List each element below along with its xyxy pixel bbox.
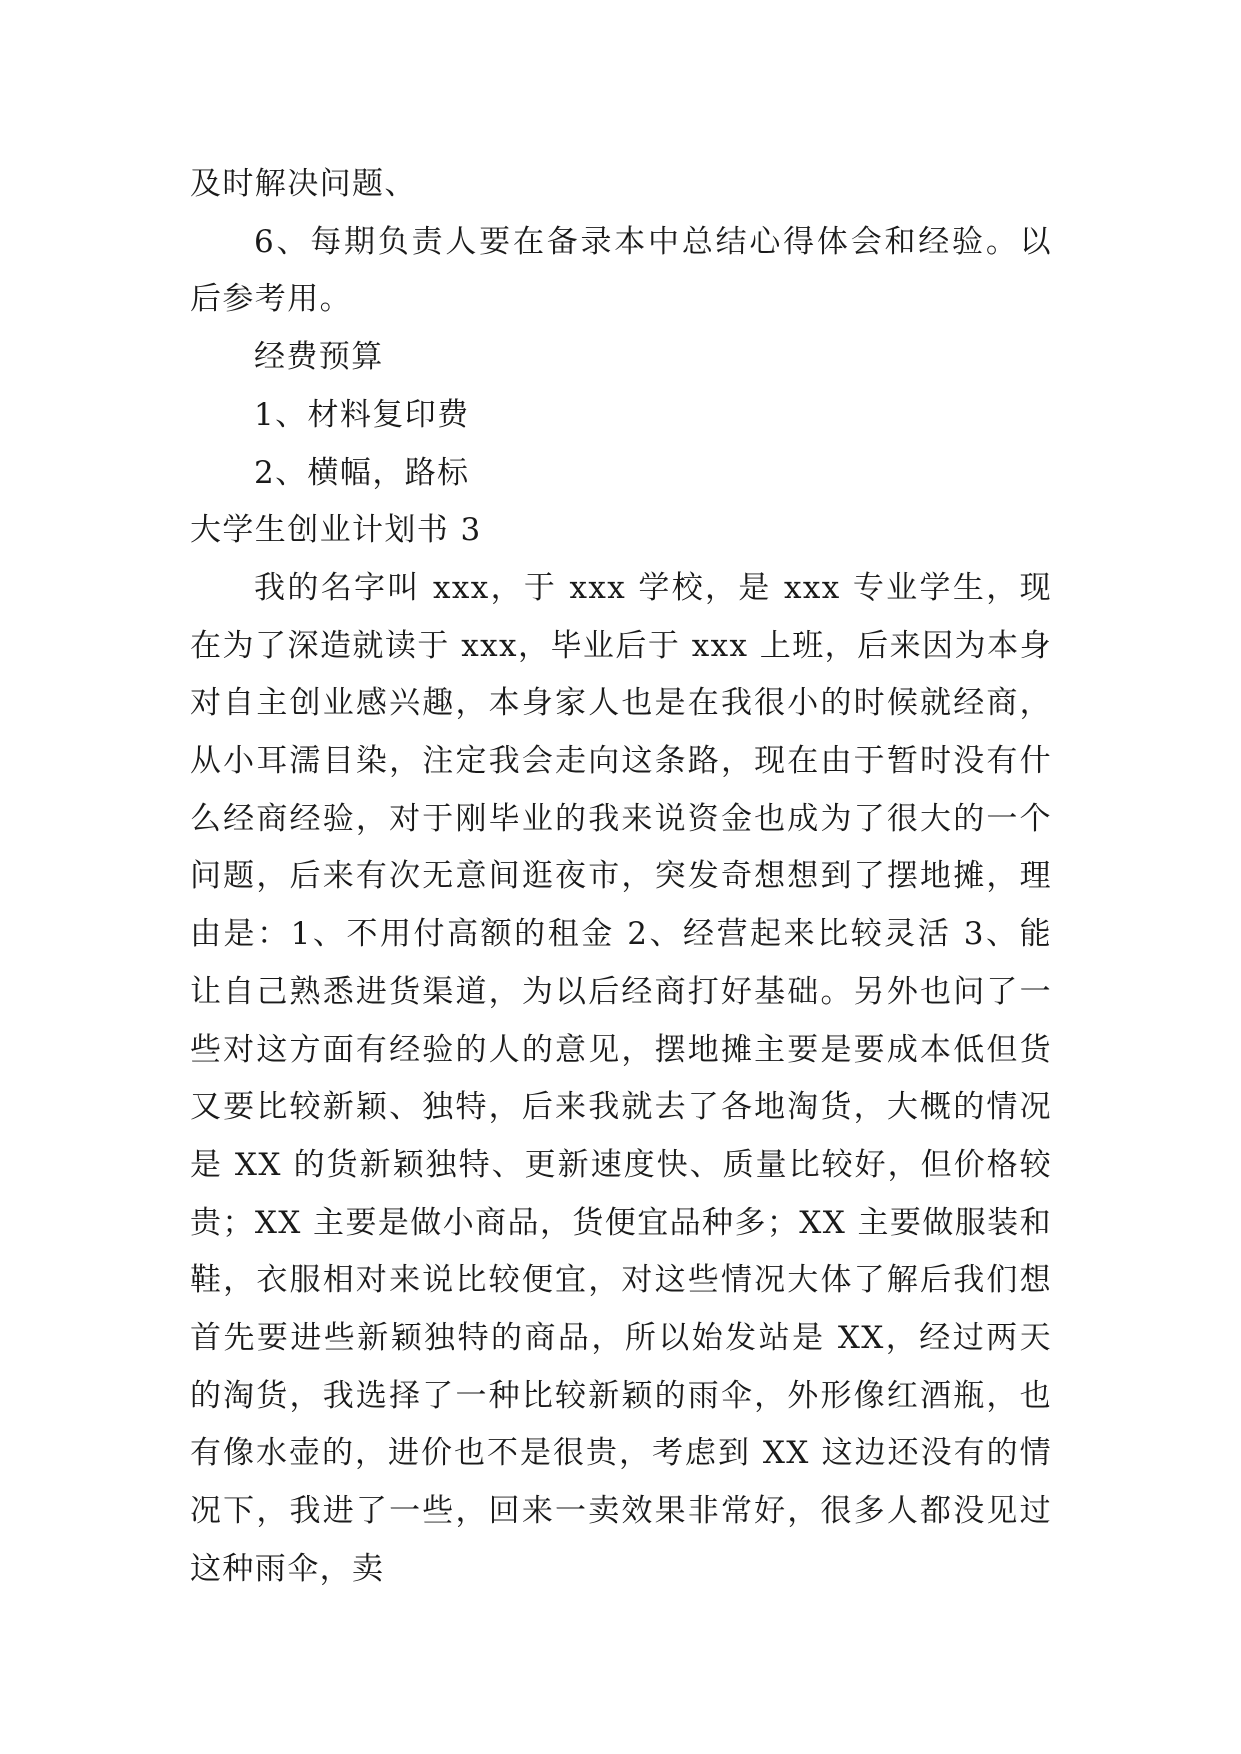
budget-item-2: 2、横幅，路标 bbox=[254, 454, 470, 491]
body-paragraph: 我的名字叫 xxx，于 xxx 学校，是 xxx 专业学生，现在为了深造就读于 xxx，毕业后于 xxx 上班，后来因为本身对自主创业感兴趣，本身家人也是在我很小的时候就经商，从小耳濡目染，注定我会走向这条路，现在由于暂时没有什么经商经验，对于刚毕业的我来说资金也成为了很大的一个问题，后来有次无意间逛夜市，突发奇想想到了摆地摊，理由是：1、不用付高额的租金 2、经营起来比较灵活 3、能让自己熟悉进货渠道，为以后经商打好基础。另外也问了一些对这方面有经验的人的意见，摆地摊主要是要成本低但货又要比较新颖、独特，后来我就去了各地淘货，大概的情况是 XX 的货新颖独特、更新速度快、质量比较好，但价格较贵；XX 主要是做小商品，货便宜品种多；XX 主要做服装和鞋，衣服相对来说比较便宜，对这些情况大体了解后我们想首先要进些新颖独特的商品，所以始发站是 XX，经过两天的淘货，我选择了一种比较新颖的雨伞，外形像红酒瓶，也有像水壶的，进价也不是很贵，考虑到 XX 这边还没有的情况下，我进了一些，回来一卖效果非常好，很多人都没见过这种雨伞，卖 bbox=[190, 569, 1052, 1587]
paragraph-continuation: 及时解决问题、 bbox=[190, 166, 417, 202]
paragraph-item-6: 6、每期负责人要在备录本中总结心得体会和经验。以后参考用。 bbox=[190, 223, 1052, 318]
budget-heading: 经费预算 bbox=[254, 339, 384, 376]
document-body bbox=[190, 156, 1052, 1599]
section-title: 大学生创业计划书 3 bbox=[190, 512, 482, 549]
budget-item-1: 1、材料复印费 bbox=[254, 396, 470, 433]
